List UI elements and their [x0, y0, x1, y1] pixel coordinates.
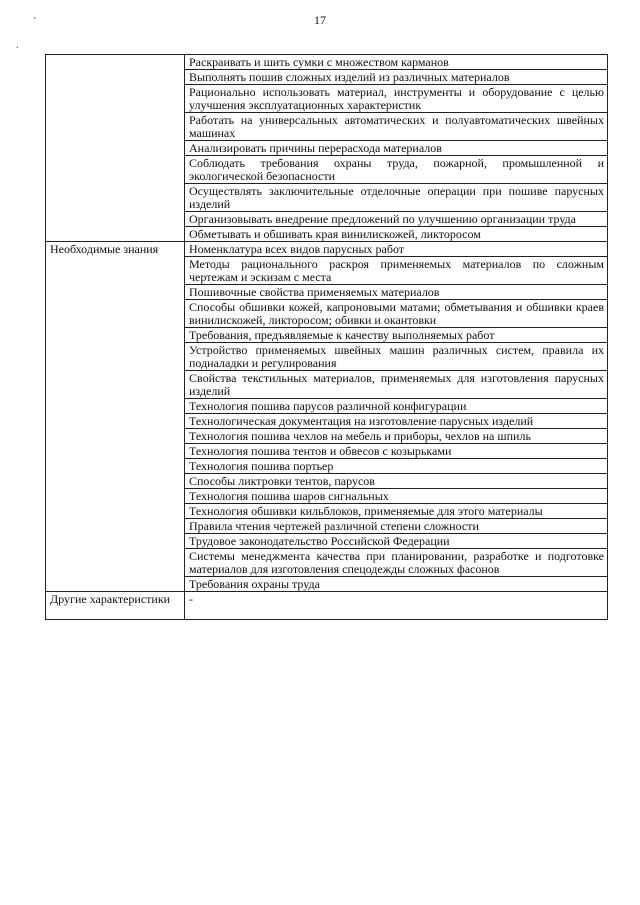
scan-mark: .: [16, 40, 19, 51]
skills-category-cell: [46, 55, 185, 242]
knowledge-item: Технология пошива чехлов на мебель и приборы, чехлов на шпиль: [185, 429, 608, 444]
knowledge-item: Трудовое законодательство Российской Федерации: [185, 534, 608, 549]
table-row: [46, 592, 608, 620]
knowledge-item: Технологическая документация на изготовление парусных изделий: [185, 414, 608, 429]
page-number: 17: [314, 13, 326, 27]
skill-item: Обметывать и обшивать края винилискожей, ликторосом: [185, 227, 608, 242]
other-characteristics-label: Другие характеристики: [46, 592, 185, 620]
knowledge-item: Технология обшивки кильблоков, применяемые для этого материалы: [185, 504, 608, 519]
knowledge-item: Способы ликтровки тентов, парусов: [185, 474, 608, 489]
knowledge-item: Номенклатура всех видов парусных работ: [185, 242, 608, 257]
scan-mark: ': [34, 16, 36, 27]
knowledge-item: Требования, предъявляемые к качеству выполняемых работ: [185, 328, 608, 343]
other-characteristics-value: -: [185, 592, 608, 620]
knowledge-item: Методы рационального раскроя применяемых материалов по сложным чертежам и эскизам с места: [185, 257, 608, 285]
skill-item: Работать на универсальных автоматических и полуавтоматических швейных машинах: [185, 113, 608, 141]
qualification-table: [45, 54, 608, 620]
knowledge-category-label: Необходимые знания: [46, 242, 185, 592]
knowledge-item: Технология пошива тентов и обвесов с козырьками: [185, 444, 608, 459]
skill-item: Раскраивать и шить сумки с множеством карманов: [185, 55, 608, 70]
knowledge-item: Устройство применяемых швейных машин различных систем, правила их подналадки и регулирования: [185, 343, 608, 371]
skill-item: Организовывать внедрение предложений по улучшению организации труда: [185, 212, 608, 227]
knowledge-item: Технология пошива портьер: [185, 459, 608, 474]
knowledge-item: Технология пошива парусов различной конфигурации: [185, 399, 608, 414]
knowledge-item: Требования охраны труда: [185, 577, 608, 592]
knowledge-item: Технология пошива шаров сигнальных: [185, 489, 608, 504]
table-row: [46, 55, 608, 70]
skill-item: Соблюдать требования охраны труда, пожарной, промышленной и экологической безопасности: [185, 156, 608, 184]
skill-item: Выполнять пошив сложных изделий из различных материалов: [185, 70, 608, 85]
skill-item: Осуществлять заключительные отделочные операции при пошиве парусных изделий: [185, 184, 608, 212]
knowledge-item: Системы менеджмента качества при планировании, разработке и подготовке материалов для изготовления спецодежды сложных фасонов: [185, 549, 608, 577]
table-row: [46, 242, 608, 257]
knowledge-item: Пошивочные свойства применяемых материалов: [185, 285, 608, 300]
skill-item: Рационально использовать материал, инструменты и оборудование с целью улучшения эксплуатационных характеристик: [185, 85, 608, 113]
knowledge-item: Способы обшивки кожей, капроновыми матами; обметывания и обшивки краев винилискожей, ликторосом; обивки и окантовки: [185, 300, 608, 328]
skill-item: Анализировать причины перерасхода материалов: [185, 141, 608, 156]
knowledge-item: Свойства текстильных материалов, применяемых для изготовления парусных изделий: [185, 371, 608, 399]
knowledge-item: Правила чтения чертежей различной степени сложности: [185, 519, 608, 534]
